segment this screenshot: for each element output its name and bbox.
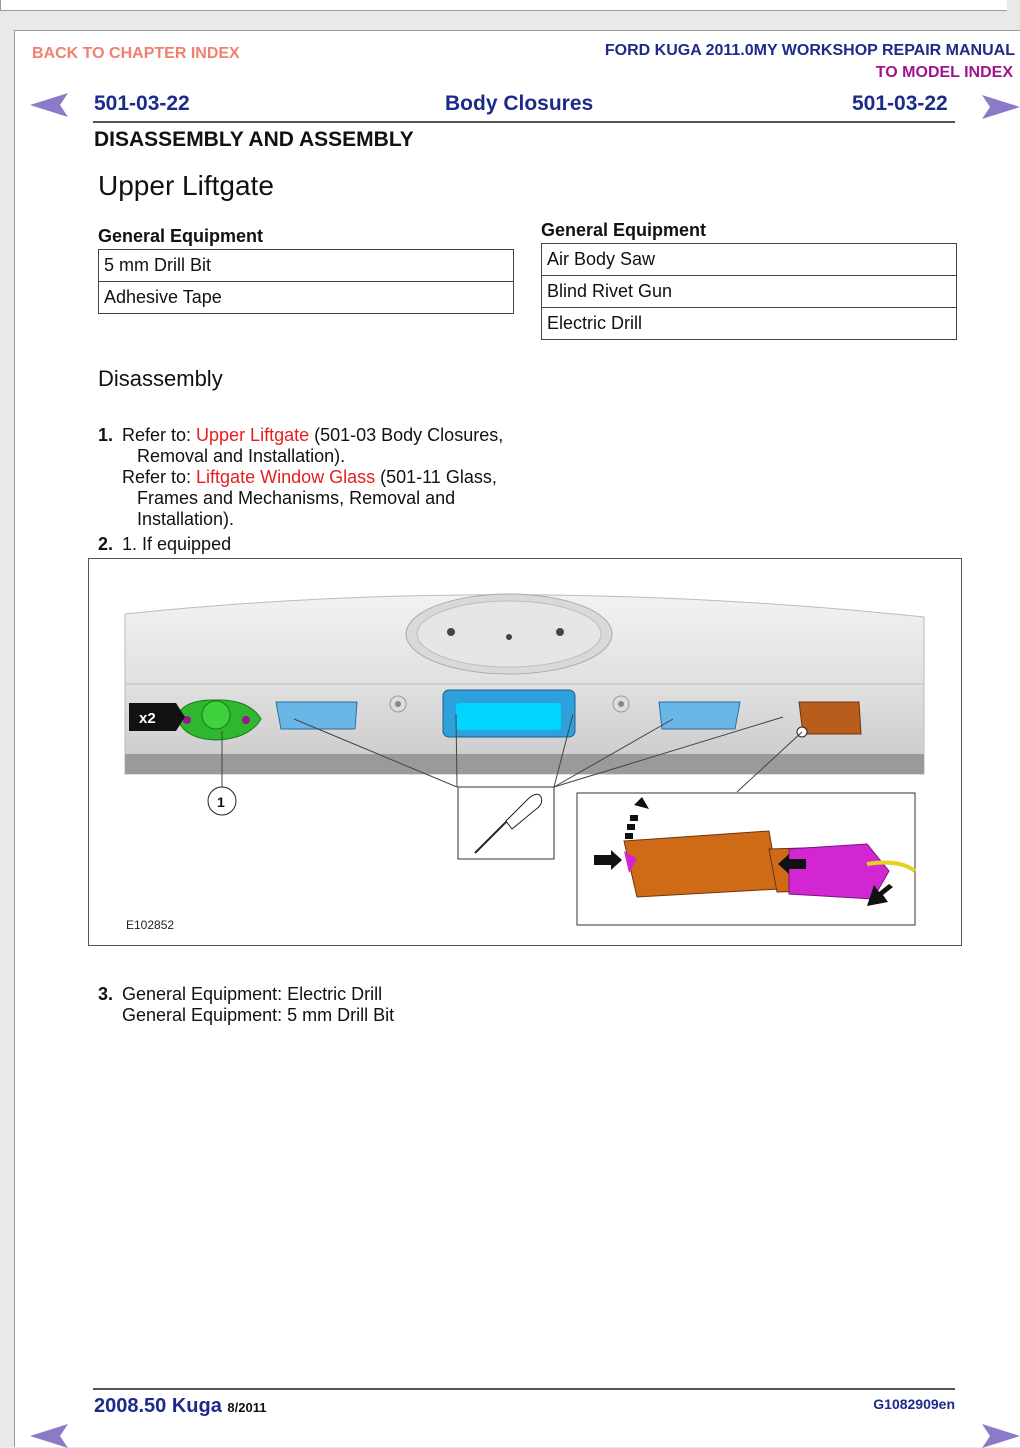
section-title: Body Closures: [445, 92, 594, 115]
footer-doc-id: G1082909en: [873, 1396, 955, 1412]
back-to-chapter-index-link[interactable]: BACK TO CHAPTER INDEX: [32, 45, 240, 62]
ref-prefix: Refer to:: [122, 467, 197, 487]
step-number: 3.: [98, 984, 114, 1004]
procedure-title: Upper Liftgate: [98, 170, 274, 201]
next-page-arrow-icon[interactable]: [980, 95, 1020, 119]
equipment-right-heading: General Equipment: [541, 220, 707, 240]
ref-continuation: Installation).: [137, 509, 235, 529]
liftgate-figure: [88, 558, 962, 946]
previous-page-arrow-icon-bottom[interactable]: [30, 1424, 70, 1448]
to-model-index-link[interactable]: TO MODEL INDEX: [875, 64, 1013, 81]
ref-continuation: Removal and Installation).: [137, 446, 346, 466]
footer-model: [94, 1395, 266, 1418]
procedure-category: DISASSEMBLY AND ASSEMBLY: [94, 128, 414, 151]
previous-page-edge: [0, 0, 1007, 11]
step-2: [98, 534, 231, 555]
section-code-left: 501-03-22: [94, 92, 190, 115]
step-1-ref-2: [122, 467, 538, 488]
quantity-badge-label: x2: [139, 710, 156, 727]
next-page-arrow-icon-bottom[interactable]: [980, 1424, 1020, 1448]
liftgate-illustration: [89, 559, 961, 945]
step-1-ref-1: [122, 425, 538, 446]
equipment-item: 5 mm Drill Bit: [99, 250, 514, 282]
step-number: 1.: [98, 425, 114, 445]
step-1: [98, 425, 538, 530]
step-2-text: 1. If equipped: [122, 534, 232, 554]
equipment-item: Blind Rivet Gun: [542, 276, 957, 308]
table-row: [99, 250, 514, 282]
equipment-item: Adhesive Tape: [99, 282, 514, 314]
table-row: [542, 244, 957, 276]
step-3-line-1: General Equipment: Electric Drill: [122, 984, 383, 1004]
ref-prefix: Refer to:: [122, 425, 197, 445]
liftgate-window-glass-link[interactable]: Liftgate Window Glass: [196, 467, 376, 487]
table-row: [99, 282, 514, 314]
header-rule: [93, 121, 955, 123]
table-row: [542, 308, 957, 340]
equipment-item: Air Body Saw: [542, 244, 957, 276]
table-row: [542, 276, 957, 308]
previous-page-arrow-icon[interactable]: [30, 93, 70, 117]
equipment-item: Electric Drill: [542, 308, 957, 340]
footer-rule: [93, 1388, 955, 1390]
manual-page: [14, 30, 1020, 1447]
footer-model-name: 2008.50 Kuga: [94, 1395, 222, 1417]
step-3-line-2: General Equipment: 5 mm Drill Bit: [122, 1005, 395, 1025]
step-3: [98, 984, 394, 1026]
manual-title: FORD KUGA 2011.0MY WORKSHOP REPAIR MANUAL: [604, 42, 1015, 59]
equipment-left-table: [98, 249, 514, 314]
section-code-right: 501-03-22: [852, 92, 948, 115]
ref-continuation: Frames and Mechanisms, Removal and: [137, 488, 456, 508]
step-number: 2.: [98, 534, 114, 554]
upper-liftgate-link[interactable]: Upper Liftgate: [196, 425, 310, 445]
callout-number: 1: [217, 794, 225, 810]
disassembly-heading: Disassembly: [98, 366, 223, 391]
equipment-right-table: [541, 243, 957, 340]
equipment-left-heading: General Equipment: [98, 226, 264, 246]
ref-suffix: (501-03 Body Closures,: [309, 425, 504, 445]
ref-suffix: (501-11 Glass,: [375, 467, 497, 487]
footer-date: 8/2011: [227, 1400, 267, 1415]
figure-code: E102852: [126, 918, 175, 932]
